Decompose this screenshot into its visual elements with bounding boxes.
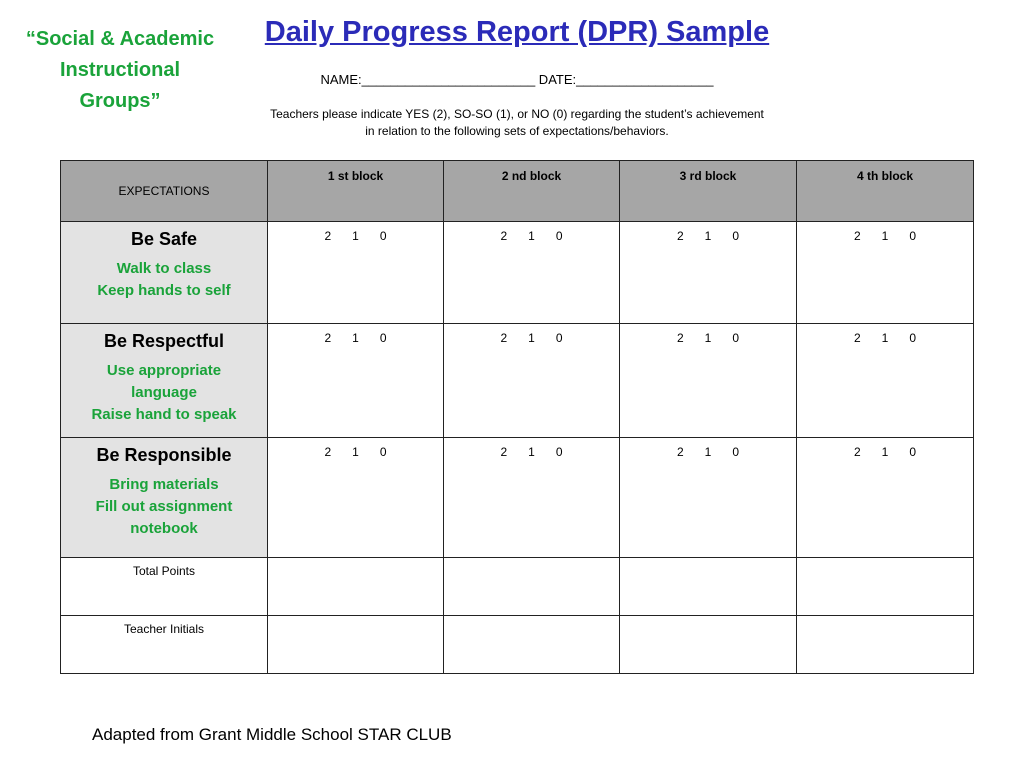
score-cell[interactable]: 2 1 0 <box>797 438 974 558</box>
instructions <box>0 106 1024 140</box>
total-points-row <box>61 558 974 616</box>
instructions-line: in relation to the following sets of expectations/behaviors. <box>365 124 669 138</box>
source-credit: Adapted from Grant Middle School STAR CLUB <box>92 725 452 744</box>
expectation-behaviors: Walk to class Keep hands to self <box>97 260 231 299</box>
table-header-row <box>61 161 974 222</box>
expectation-cell <box>61 222 268 324</box>
teacher-initials-label: Teacher Initials <box>61 616 268 674</box>
score-cell[interactable]: 2 1 0 <box>444 324 620 438</box>
expectation-cell <box>61 324 268 438</box>
score-cell[interactable]: 2 1 0 <box>797 324 974 438</box>
name-date-line: NAME:________________________ DATE:___________________ <box>320 72 714 87</box>
header-block-3: 3 rd block <box>620 161 797 222</box>
total-points-cell[interactable] <box>620 558 797 616</box>
expectation-title: Be Safe <box>130 229 198 249</box>
header-block-2: 2 nd block <box>444 161 620 222</box>
corner-tag-line: Groups” <box>79 90 161 112</box>
header-expectations: EXPECTATIONS <box>61 161 268 222</box>
header-block-1: 1 st block <box>268 161 444 222</box>
header-block-4: 4 th block <box>797 161 974 222</box>
score-cell[interactable]: 2 1 0 <box>620 438 797 558</box>
table-row <box>61 324 974 438</box>
total-points-label: Total Points <box>61 558 268 616</box>
total-points-cell[interactable] <box>797 558 974 616</box>
instructions-line: Teachers please indicate YES (2), SO-SO (1), or NO (0) regarding the student’s achievement <box>270 107 764 121</box>
expectation-behaviors: Use appropriate language Raise hand to speak <box>91 362 237 423</box>
score-cell[interactable]: 2 1 0 <box>444 222 620 324</box>
score-cell[interactable]: 2 1 0 <box>268 222 444 324</box>
corner-tag-line: “Social & Academic <box>25 28 215 50</box>
dpr-table <box>60 160 974 674</box>
score-cell[interactable]: 2 1 0 <box>268 438 444 558</box>
table-row <box>61 438 974 558</box>
teacher-initials-cell[interactable] <box>444 616 620 674</box>
page-title: Daily Progress Report (DPR) Sample <box>264 16 770 48</box>
teacher-initials-row <box>61 616 974 674</box>
corner-tag-line: Instructional <box>59 59 180 81</box>
total-points-cell[interactable] <box>268 558 444 616</box>
score-cell[interactable]: 2 1 0 <box>620 222 797 324</box>
teacher-initials-cell[interactable] <box>797 616 974 674</box>
expectation-title: Be Responsible <box>96 445 232 465</box>
teacher-initials-cell[interactable] <box>620 616 797 674</box>
table-row <box>61 222 974 324</box>
score-cell[interactable]: 2 1 0 <box>797 222 974 324</box>
score-cell[interactable]: 2 1 0 <box>268 324 444 438</box>
score-cell[interactable]: 2 1 0 <box>444 438 620 558</box>
teacher-initials-cell[interactable] <box>268 616 444 674</box>
expectation-title: Be Respectful <box>103 331 225 351</box>
expectation-behaviors: Bring materials Fill out assignment notebook <box>95 476 233 537</box>
score-cell[interactable]: 2 1 0 <box>620 324 797 438</box>
total-points-cell[interactable] <box>444 558 620 616</box>
expectation-cell <box>61 438 268 558</box>
